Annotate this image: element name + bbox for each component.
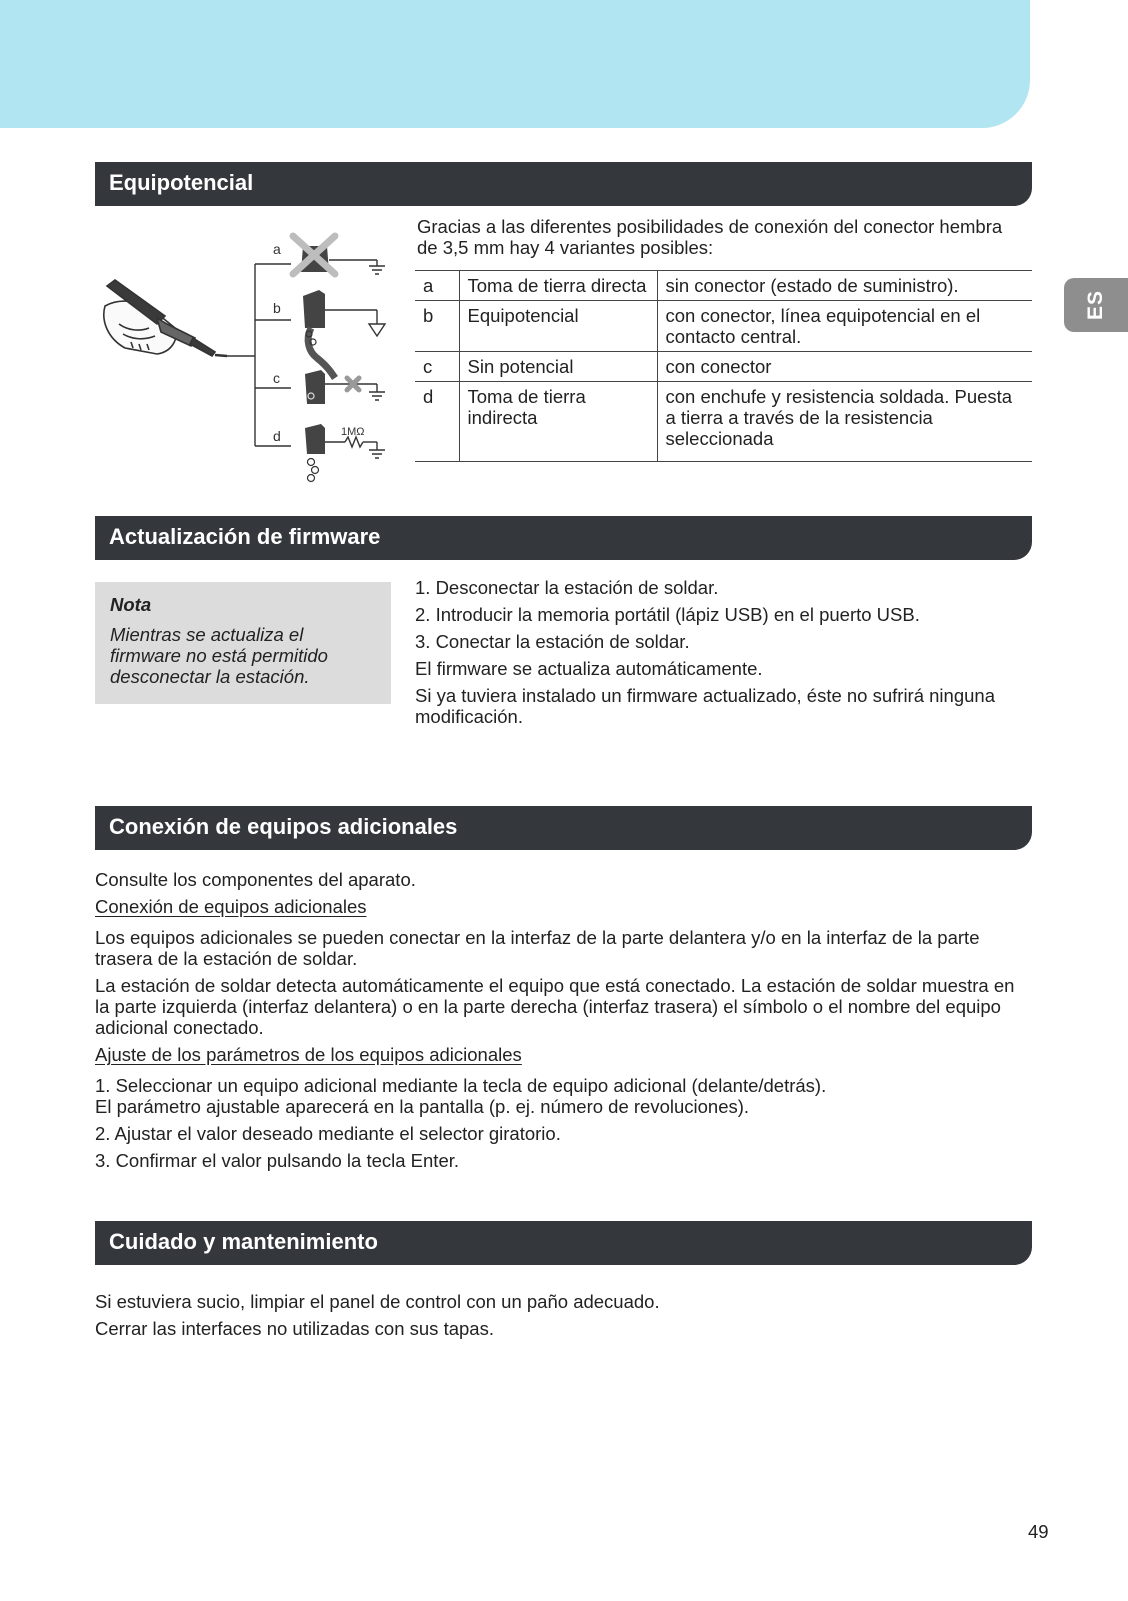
- equipotential-intro: Gracias a las diferentes posibilidades de conexión del conector hembra de 3,5 mm hay 4 variantes posibles:: [417, 216, 1003, 258]
- language-tab-label: ES: [1083, 289, 1107, 321]
- conexion-step: 1. Seleccionar un equipo adicional mediante la tecla de equipo adicional (delante/detrás).: [95, 1075, 827, 1096]
- variant-c-connector-floating-icon: [305, 370, 385, 404]
- table-row: [415, 271, 1032, 301]
- table-cell-name: Toma de tierra directa: [459, 271, 657, 301]
- note-title: Nota: [110, 594, 152, 615]
- cuidado-body: [95, 1291, 1030, 1339]
- firmware-step: Si ya tuviera instalado un firmware actualizado, éste no sufrirá ninguna modificación.: [415, 685, 995, 727]
- table-row: [415, 352, 1032, 382]
- table-cell-desc: con conector: [657, 352, 1032, 382]
- firmware-step: 2. Introducir la memoria portátil (lápiz USB) en el puerto USB.: [415, 604, 920, 625]
- table-row: [415, 301, 1032, 352]
- cuidado-paragraph: Si estuviera sucio, limpiar el panel de control con un paño adecuado.: [95, 1291, 660, 1312]
- section-header-equipotencial: Equipotencial: [95, 162, 1032, 206]
- conexion-paragraph: Consulte los componentes del aparato.: [95, 869, 416, 890]
- resistor-value-label: 1MΩ: [341, 426, 365, 438]
- conexion-step-detail: El parámetro ajustable aparecerá en la pantalla (p. ej. número de revoluciones).: [95, 1096, 750, 1117]
- firmware-steps: [415, 577, 1027, 727]
- soldering-iron-hand-icon: [104, 264, 291, 446]
- diagram-label-c: c: [273, 370, 280, 386]
- conexion-paragraph: Los equipos adicionales se pueden conectar en la interfaz de la parte delantera y/o en la interfaz de la parte trasera de la estación de soldar.: [95, 927, 980, 969]
- diagram-label-b: b: [273, 300, 281, 316]
- conexion-step: 2. Ajustar el valor deseado mediante el selector giratorio.: [95, 1123, 561, 1144]
- conexion-body: [95, 869, 1030, 1171]
- note-text: Mientras se actualiza el firmware no está permitido desconectar la estación.: [110, 624, 328, 687]
- firmware-step: 1. Desconectar la estación de soldar.: [415, 577, 719, 598]
- language-tab: [1064, 278, 1128, 332]
- diagram-label-a: a: [273, 241, 281, 257]
- page-number: 49: [1028, 1521, 1049, 1542]
- diagram-label-d: d: [273, 428, 281, 444]
- equipotential-variants-table: [415, 270, 1032, 462]
- firmware-step: 3. Conectar la estación de soldar.: [415, 631, 690, 652]
- note-box: [95, 582, 391, 704]
- table-cell-key: d: [415, 382, 459, 462]
- variant-a-connector-crossed-icon: [293, 236, 385, 274]
- conexion-paragraph: La estación de soldar detecta automáticamente el equipo que está conectado. La estación de soldar muestra en la parte izquierda (interfaz delantera) o en la parte derecha (interfaz trasera) el símbolo o el nombre del equipo adicional conectado.: [95, 975, 1015, 1038]
- top-banner: [0, 0, 1030, 128]
- table-cell-desc: con enchufe y resistencia soldada. Puesta a tierra a través de la resistencia seleccionada: [657, 382, 1032, 462]
- table-cell-desc: con conector, línea equipotencial en el contacto central.: [657, 301, 1032, 352]
- variant-b-connector-equipotential-icon: [303, 290, 385, 378]
- table-cell-name: Equipotencial: [459, 301, 657, 352]
- equipotential-diagram: [95, 228, 407, 498]
- conexion-step: 3. Confirmar el valor pulsando la tecla Enter.: [95, 1150, 460, 1171]
- firmware-step: El firmware se actualiza automáticamente.: [415, 658, 763, 679]
- table-cell-key: a: [415, 271, 459, 301]
- section-header-conexion: Conexión de equipos adicionales: [95, 806, 1032, 850]
- table-cell-name: Sin potencial: [459, 352, 657, 382]
- table-cell-name: Toma de tierra indirecta: [459, 382, 657, 462]
- conexion-subheading: Conexión de equipos adicionales: [95, 896, 367, 917]
- section-header-cuidado: Cuidado y mantenimiento: [95, 1221, 1032, 1265]
- table-cell-key: b: [415, 301, 459, 352]
- section-header-firmware: Actualización de firmware: [95, 516, 1032, 560]
- conexion-subheading: Ajuste de los parámetros de los equipos adicionales: [95, 1044, 522, 1065]
- table-cell-key: c: [415, 352, 459, 382]
- table-cell-desc: sin conector (estado de suministro).: [657, 271, 1032, 301]
- cuidado-paragraph: Cerrar las interfaces no utilizadas con sus tapas.: [95, 1318, 494, 1339]
- table-row: [415, 382, 1032, 462]
